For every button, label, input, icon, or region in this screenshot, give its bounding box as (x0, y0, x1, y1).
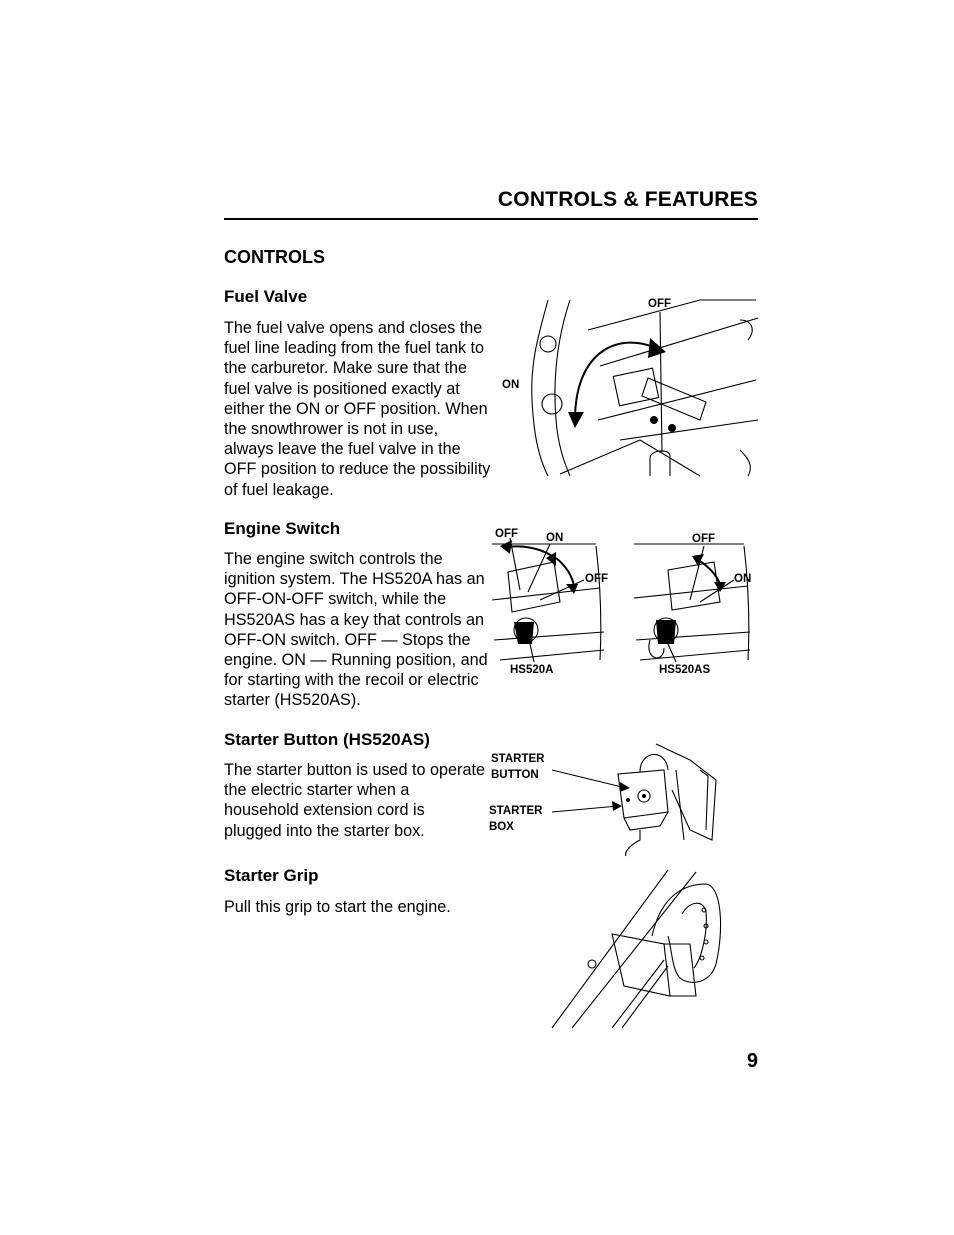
starter-box-label-line1: STARTER (489, 805, 543, 817)
starter-button-heading: Starter Button (HS520AS) (224, 730, 430, 749)
fuel-valve-on-label: ON (502, 379, 520, 391)
engine-a-caption: HS520A (510, 664, 554, 676)
page-number: 9 (746, 1050, 758, 1072)
fuel-valve-body: The fuel valve opens and closes the fuel line leading from the fuel tank to the carburetor. Make sure that the fuel valve is positioned exactly at either the ON or OFF position. When the snowthrower is not in use, always leave the fuel valve in the OFF position to reduce the possibility of fuel leakage. (224, 319, 491, 499)
starter-button-label-line2: BUTTON (491, 769, 539, 781)
fuel-valve-off-label: OFF (648, 298, 671, 310)
starter-grip-body: Pull this grip to start the engine. (224, 898, 451, 916)
engine-switch-body: The engine switch controls the ignition system. The HS520A has an OFF-ON-OFF switch, while the HS520AS has a key that controls an OFF-ON switch. OFF — Stops the engine. ON — Running position, and for starting with the recoil or electric starter (HS520AS). (224, 550, 488, 710)
engine-as-caption: HS520AS (659, 664, 711, 676)
section-title: CONTROLS (224, 247, 325, 267)
engine-a-off-left-label: OFF (495, 528, 518, 540)
starter-button-label-line1: STARTER (491, 753, 545, 765)
engine-as-off-label: OFF (692, 533, 715, 545)
engine-a-on-label: ON (546, 532, 564, 544)
starter-box-label-line2: BOX (489, 821, 514, 833)
starter-grip-heading: Starter Grip (224, 866, 319, 885)
engine-a-off-right-label: OFF (585, 573, 608, 585)
page-header-title: CONTROLS & FEATURES (497, 188, 758, 211)
engine-switch-heading: Engine Switch (224, 519, 341, 538)
engine-as-on-label: ON (734, 573, 752, 585)
fuel-valve-heading: Fuel Valve (224, 287, 308, 306)
starter-button-body: The starter button is used to operate the electric starter when a household extension cord is plugged into the starter box. (224, 761, 485, 840)
